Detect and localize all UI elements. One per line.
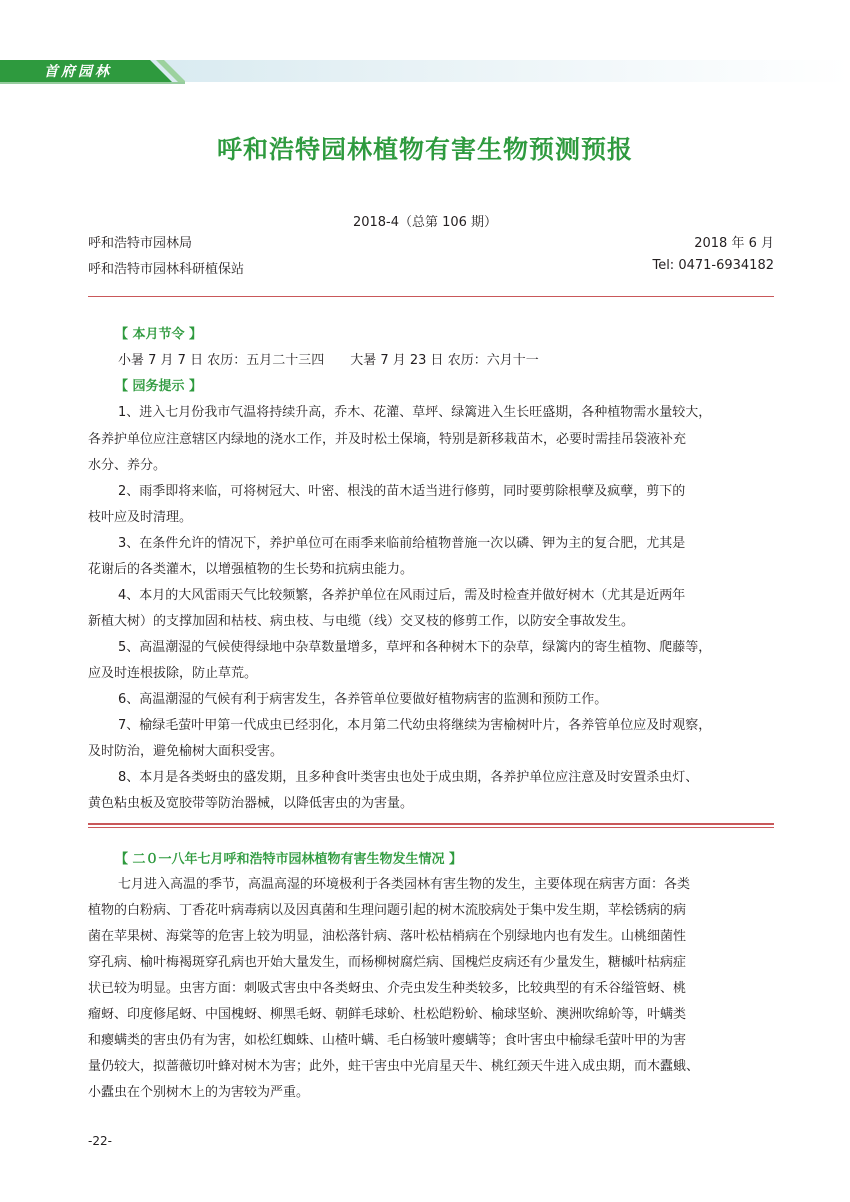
solar-terms-line xyxy=(118,349,539,368)
tips-line: 水分、养分。 xyxy=(88,458,167,473)
tips-line: 应及时连根拔除，防止草荒。 xyxy=(88,666,258,681)
tips-line: 各养护单位应注意辖区内绿地的浇水工作，并及时松土保墒，特别是新移栽苗木，必要时需挂吊袋液补充 xyxy=(88,432,687,447)
tips-line: 新植大树）的支撑加固和枯枝、病虫枝、与电缆（线）交叉枝的修剪工作，以防安全事故发生。 xyxy=(88,614,635,629)
station-name: 呼和浩特市园林科研植保站 xyxy=(88,262,245,277)
report-line: 菌在苹果树、海棠等的危害上较为明显，油松落针病、落叶松枯梢病在个别绿地内也有发生。山桃细菌性 xyxy=(88,929,687,944)
telephone: Tel: 0471-6934182 xyxy=(652,258,774,273)
publish-date: 2018 年 6 月 xyxy=(694,236,774,251)
report-line: 状已较为明显。虫害方面：刺吸式害虫中各类蚜虫、介壳虫发生种类较多，比较典型的有禾谷缢管蚜、桃 xyxy=(88,981,687,996)
issue-number: 2018-4（总第 106 期） xyxy=(352,215,498,230)
report-line: 穿孔病、榆叶梅褐斑穿孔病也开始大量发生，而杨柳树腐烂病、国槐烂皮病还有少量发生，糖槭叶枯病症 xyxy=(88,955,687,970)
tips-line: 7、榆绿毛萤叶甲第一代成虫已经羽化，本月第二代幼虫将继续为害榆树叶片，各养管单位应及时观察， xyxy=(118,718,712,733)
header-tag xyxy=(0,58,185,84)
report-line: 小蠹虫在个别树木上的为害较为严重。 xyxy=(88,1085,310,1100)
report-line: 和瘿螨类的害虫仍有为害，如松红蜘蛛、山楂叶螨、毛白杨皱叶瘿螨等；食叶害虫中榆绿毛萤叶甲的为害 xyxy=(88,1033,687,1048)
solar-term-xiaoshu: 小暑 7 月 7 日 农历：五月二十三四 xyxy=(118,353,325,368)
tips-line: 及时防治，避免榆树大面积受害。 xyxy=(88,744,284,759)
report-line: 植物的白粉病、丁香花叶病毒病以及因真菌和生理问题引起的树木流胶病处于集中发生期，苹桧锈病的病 xyxy=(88,903,687,918)
page-title: 呼和浩特园林植物有害生物预测预报 xyxy=(216,135,633,164)
section-heading-pest-report: 【 二０一八年七月呼和浩特市园林植物有害生物发生情况 】 xyxy=(115,852,463,867)
page-number: -22- xyxy=(88,1134,112,1148)
section-divider xyxy=(88,823,774,828)
tips-line: 4、本月的大风雷雨天气比较频繁，各养护单位在风雨过后，需及时检查并做好树木（尤其是近两年 xyxy=(118,588,686,603)
divider xyxy=(88,296,774,297)
publisher-name: 呼和浩特市园林局 xyxy=(88,236,193,251)
section-heading-garden-tips: 【 园务提示 】 xyxy=(115,379,203,394)
tips-line: 5、高温潮湿的气候使得绿地中杂草数量增多，草坪和各种树木下的杂草，绿篱内的寄生植物、爬藤等， xyxy=(118,640,712,655)
tips-line: 枝叶应及时清理。 xyxy=(88,510,193,525)
tips-line: 花谢后的各类灌木，以增强植物的生长势和抗病虫能力。 xyxy=(88,562,414,577)
report-line: 瘤蚜、印度修尾蚜、中国槐蚜、柳黑毛蚜、朝鲜毛球蚧、杜松皑粉蚧、榆球坚蚧、澳洲吹绵蚧等，叶螨类 xyxy=(88,1007,687,1022)
report-line: 量仍较大，拟蔷薇切叶蜂对树木为害；此外，蛀干害虫中光肩星天牛、桃红颈天牛进入成虫期，而木蠹蛾、 xyxy=(88,1059,700,1074)
tips-line: 8、本月是各类蚜虫的盛发期，且多种食叶类害虫也处于成虫期，各养护单位应注意及时安置杀虫灯、 xyxy=(118,770,699,785)
header-tag-label: 首府园林 xyxy=(44,64,112,80)
tips-line: 2、雨季即将来临，可将树冠大、叶密、根浅的苗木适当进行修剪，同时要剪除根孽及疯孽，剪下的 xyxy=(118,484,686,499)
report-line: 七月进入高温的季节，高温高湿的环境极利于各类园林有害生物的发生，主要体现在病害方面：各类 xyxy=(118,877,691,892)
section-heading-solar-terms: 【 本月节令 】 xyxy=(115,327,203,342)
tips-line: 黄色粘虫板及宽胶带等防治器械，以降低害虫的为害量。 xyxy=(88,796,414,811)
tips-line: 3、在条件允许的情况下，养护单位可在雨季来临前给植物普施一次以磷、钾为主的复合肥，尤其是 xyxy=(118,536,686,551)
tips-line: 6、高温潮湿的气候有利于病害发生，各养管单位要做好植物病害的监测和预防工作。 xyxy=(118,692,608,707)
solar-term-dashu: 大暑 7 月 23 日 农历：六月十一 xyxy=(350,353,539,368)
tips-line: 1、进入七月份我市气温将持续升高，乔木、花灌、草坪、绿篱进入生长旺盛期，各种植物需水量较大， xyxy=(118,405,712,420)
